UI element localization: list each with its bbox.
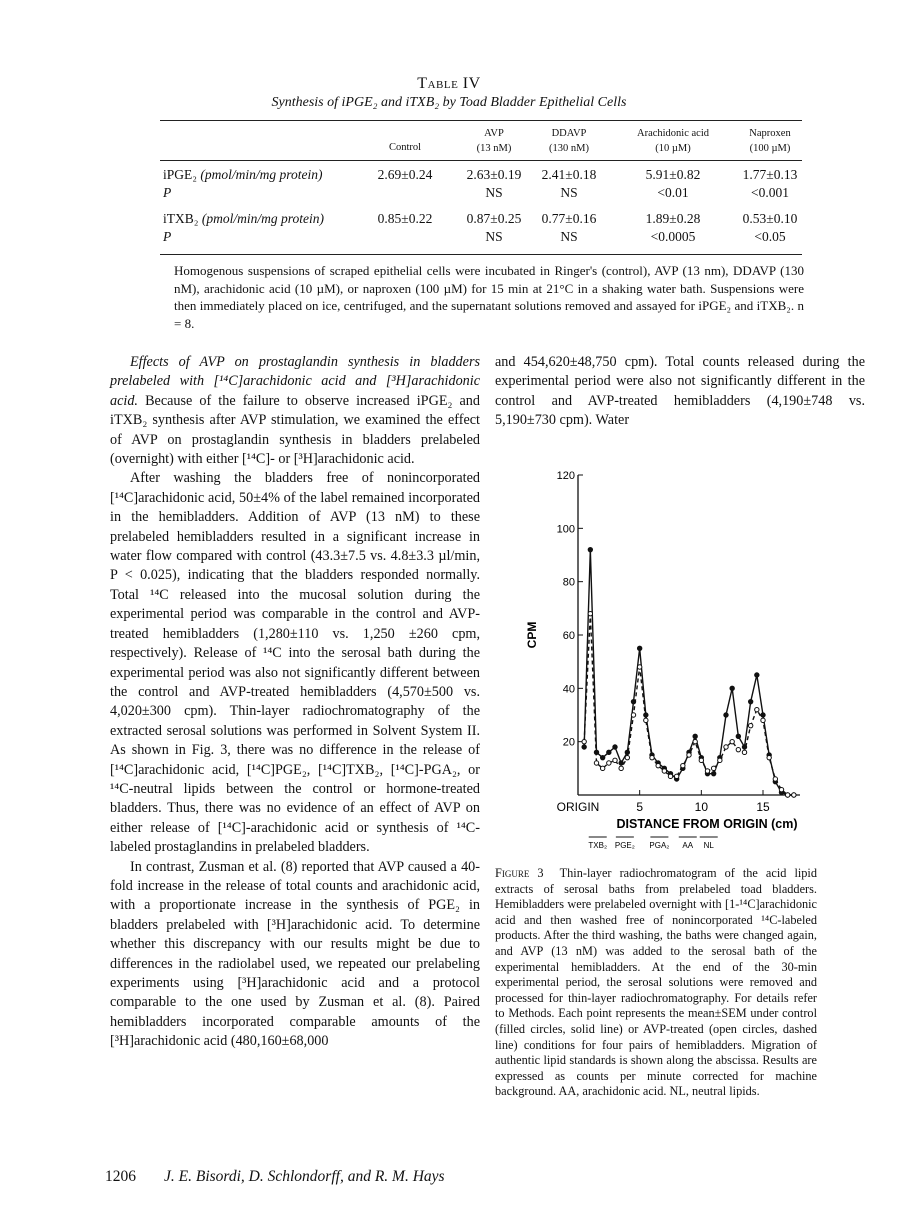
paragraph-body: Because of the failure to observe increased iPGE₂ and iTXB₂ synthesis after AVP stimulation, we examined the effect of AVP on prostaglandin synthesis in bladders prelabeled (overnight) with either [¹⁴C]- or [³H]arachidonic acid. [110,392,480,468]
avp-point [631,713,635,717]
table-footnote: Homogenous suspensions of scraped epithelial cells were incubated in Ringer's (control), AVP (13 nm), DDAVP (130 nM), arachidonic acid (10 µM), or naproxen (100 µM) for 15 min at 21°C in a shaking water bath. Suspensions were then immediately placed on ice, centrifuged, and the supernatant solutions removed and assayed for iPGE₂ and iTXB₂. n = 8. [174,263,804,331]
avp-point [637,665,641,669]
avp-point [668,774,672,778]
standard-label: PGE₂ [614,841,635,850]
table-top-rule [160,120,802,121]
cell-p2-aa: <0.0005 [650,229,696,244]
control-point [730,686,734,690]
chart-marks [582,547,796,797]
left-column [110,353,480,1052]
avp-point [607,761,611,765]
avp-point [711,766,715,770]
cell-p2-avp: NS [485,229,503,244]
control-point [761,713,765,717]
avp-point [705,769,709,773]
avp-point [742,750,746,754]
control-point [588,547,592,551]
cell-p2-naproxen: <0.05 [754,229,786,244]
cell-ipge2-aa: 5.91±0.82 [645,167,701,182]
control-point [711,771,715,775]
paragraph-heading: Effects of AVP on prostaglandin synthesis in bladders prelabeled with [¹⁴C]arachidonic acid and [³H]arachidonic acid. [110,354,480,409]
table-title: Table IV [417,75,481,92]
x-axis-label: DISTANCE FROM ORIGIN (cm) [616,817,798,831]
row-label-p1: P [163,185,172,200]
standard-label: AA [682,841,694,850]
control-point [755,673,759,677]
cell-itxb2-aa: 1.89±0.28 [645,211,701,226]
avp-point [736,747,740,751]
standard-label: PGA₂ [649,841,670,850]
row-label-p2: P [163,229,172,244]
standard-label: TXB₂ [588,841,608,850]
control-point [637,646,641,650]
avp-point [748,723,752,727]
avp-point [662,769,666,773]
cell-p1-naproxen: <0.001 [751,185,789,200]
cell-p1-aa: <0.01 [657,185,689,200]
cell-ipge2-naproxen: 1.77±0.13 [742,167,798,182]
avp-point [687,753,691,757]
avp-point [792,793,796,797]
x-tick-label: ORIGIN [556,800,600,814]
x-tick-label: 5 [636,800,644,814]
cell-itxb2-avp: 0.87±0.25 [466,211,522,226]
control-point [613,745,617,749]
control-point [607,750,611,754]
avp-point [644,718,648,722]
header-control: Control [388,142,422,153]
header-arachidonic: Arachidonic acid (10 µM) [636,128,709,154]
control-point [619,761,623,765]
table-header-rule [160,160,802,161]
avp-point [674,774,678,778]
right-column-top [495,353,865,431]
avp-point [699,758,703,762]
y-tick-label: 120 [556,470,575,482]
cell-itxb2-ddavp: 0.77±0.16 [541,211,597,226]
cell-itxb2-control: 0.85±0.22 [377,211,433,226]
series-avp-line [584,614,794,795]
avp-point [761,718,765,722]
cell-p1-ddavp: NS [560,185,578,200]
avp-point [594,761,598,765]
avp-point [681,763,685,767]
figure-3-chart [500,455,840,865]
header-ddavp: DDAVP (130 nM) [549,128,589,154]
y-axis-label: CPM [525,621,539,649]
avp-point [600,766,604,770]
header-naproxen: Naproxen (100 µM) [749,128,791,154]
page-footer [105,1168,445,1186]
table-subtitle: Synthesis of iPGE₂ and iTXB₂ by Toad Bladder Epithelial Cells [271,95,627,110]
row-label-ipge2: iPGE₂ (pmol/min/mg protein) [163,167,323,182]
caption-label: Figure 3 [495,866,544,880]
paragraph-continued: and 454,620±48,750 cpm). Total counts released during the experimental period were also not significantly different in the control and AVP-treated hemibladders (4,190±748 vs. 5,190±730 cpm). Water [495,354,865,429]
avp-point [724,745,728,749]
control-point [600,755,604,759]
standard-label: NL [703,841,714,850]
control-point [736,734,740,738]
figure-caption [495,866,817,1100]
avp-point [779,787,783,791]
x-tick-label: 15 [756,800,770,814]
avp-point [730,739,734,743]
footer-authors: J. E. Bisordi, D. Schlondorff, and R. M. Hays [164,1168,445,1185]
y-tick-label: 40 [562,683,575,696]
cell-p1-avp: NS [485,185,503,200]
cell-ipge2-avp: 2.63±0.19 [466,167,522,182]
x-tick-label: 10 [694,800,709,814]
cell-ipge2-control: 2.69±0.24 [377,167,433,182]
avp-point [613,758,617,762]
paragraph-zusman: In contrast, Zusman et al. (8) reported that AVP caused a 40-fold increase in the release of total counts and arachidonic acid, with a proportionate increase in the synthesis of PGE₂ in bladders prelabeled with [³H]arachidonic acid. To determine whether this discrepancy with our results might be due to differences in the radiolabel used, we repeated our prelabeling experiments using [³H]arachidonic acid and a protocol comparable to the one used by Zusman et al. (8). Paired hemibladders incorporated comparable amounts of the [³H]arachidonic acid (480,160±68,000 [110,858,480,1050]
avp-point [650,755,654,759]
avp-point [785,793,789,797]
cell-p2-ddavp: NS [560,229,578,244]
page-number: 1206 [105,1168,136,1185]
avp-point [625,755,629,759]
y-tick-label: 100 [556,523,575,536]
paragraph-washing: After washing the bladders free of nonincorporated [¹⁴C]arachidonic acid, 50±4% of the label remained incorporated in the hemibladders. Addition of AVP (13 nM) to these prelabeled hemibladders resulted in a significant increase in water flow compared with control (43.3±7.5 vs. 4.8±3.3 µl/min, P < 0.025), indicating that the bladders responded normally. Total ¹⁴C released into the mucosal solution during the experimental period was comparable in the control and AVP-treated hemibladders (1,280±110 vs. 1,250 ±260 cpm, respectively). Release of ¹⁴C into the serosal bath during the experimental period was also not significantly different between the control and AVP-treated hemibladders (4,570±500 vs. 4,020±300 cpm). Thin-layer radiochromatography of the extracted serosal solutions was performed in Solvent System II. As shown in Fig. 3, there was no difference in the release of [¹⁴C]arachidonic acid, [¹⁴C]PGE₂, [¹⁴C]TXB₂, [¹⁴C]-PGA₂, or ¹⁴C-neutral lipids between the control or hormone-treated bladders. Thus, there was no evidence of an effect of AVP on either release of [¹⁴C]-arachidonic acid or synthesis of ¹⁴C-labeled prostaglandins in prelabeled bladders. [110,470,480,856]
chart-axes [525,470,800,850]
y-tick-label: 20 [562,736,575,749]
row-label-itxb2: iTXB₂ (pmol/min/mg protein) [163,211,324,226]
avp-point [718,758,722,762]
avp-point [582,739,586,743]
control-point [748,699,752,703]
avp-point [773,777,777,781]
header-avp: AVP (13 nM) [476,128,512,154]
avp-point [767,755,771,759]
y-tick-label: 60 [562,630,575,642]
caption-text: Thin-layer radiochromatogram of the acid lipid extracts of serosal baths from prelabeled toad bladders. Hemibladders were prelabeled overnight with [1-¹⁴C]arachidonic acid and then washed free of nonincorporated ¹⁴C-labeled products. After the third washing, the baths were changed again, and AVP (13 nM) was added to the serosal bath of the experimental hemibladders. At the end of the 30-min experimental period, the serosal solutions were removed and processed for thin-layer radiochromatography. For details refer to Methods. Each point represents the mean±SEM under control (filled circles, solid line) or AVP-treated (open circles, dashed line) conditions for four pairs of hemibladders. Migration of authentic lipid standards is shown along the abscissa. Results are expressed as counts per minute corrected for machine background. AA, arachidonic acid. NL, neutral lipids. [495,866,817,1099]
cell-itxb2-naproxen: 0.53±0.10 [742,211,798,226]
avp-point [619,766,623,770]
control-point [582,745,586,749]
paragraph-effects [110,353,480,469]
control-point [724,713,728,717]
table-bottom-rule [160,254,802,255]
avp-point [588,611,592,615]
avp-point [755,707,759,711]
control-point [693,734,697,738]
cell-ipge2-ddavp: 2.41±0.18 [541,167,597,182]
y-tick-label: 80 [562,576,575,589]
avp-point [693,739,697,743]
avp-point [656,763,660,767]
